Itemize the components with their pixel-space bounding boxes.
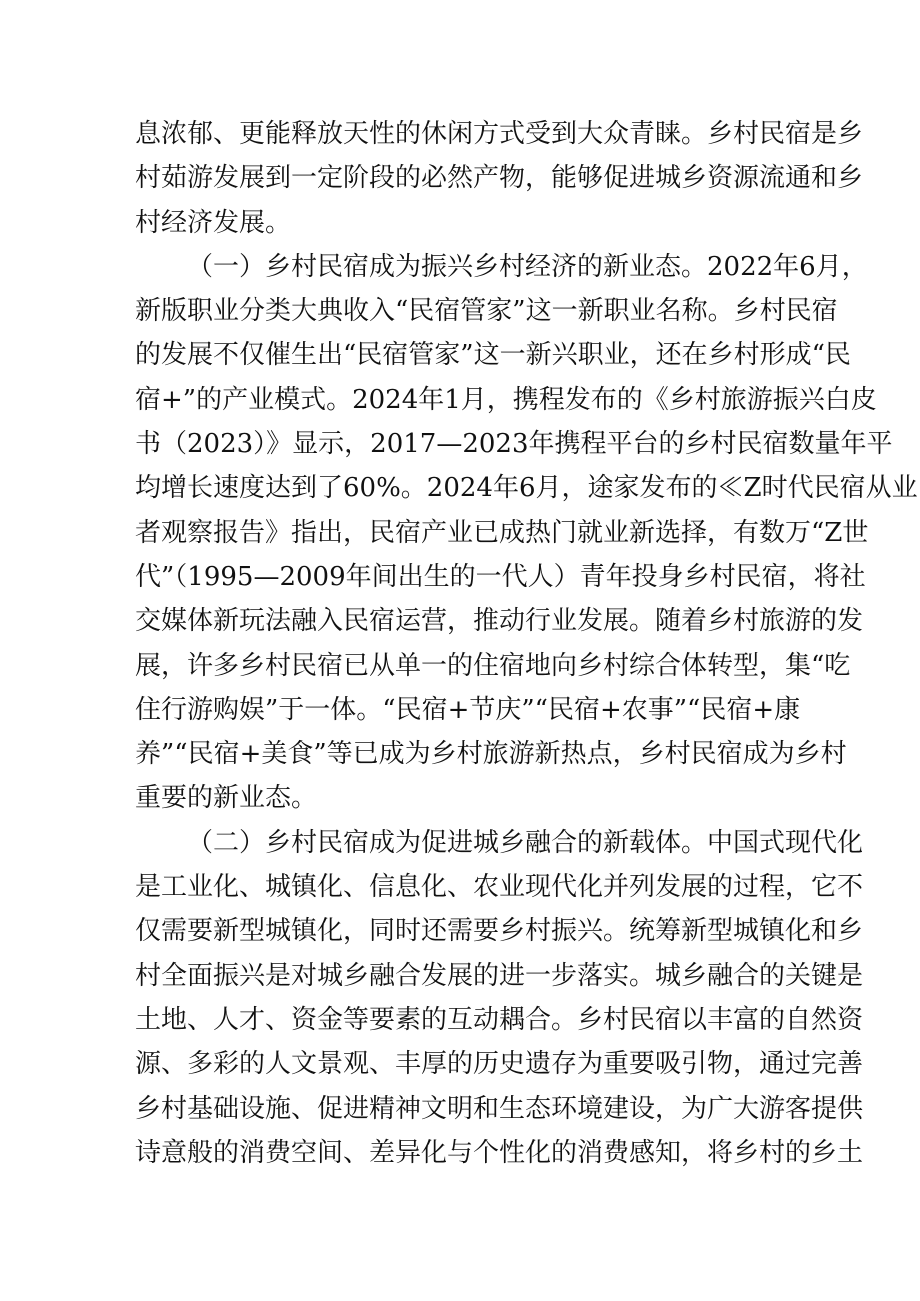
text-line: 展，许多乡村民宿已从单一的住宿地向乡村综合体转型，集“吃 <box>135 650 851 681</box>
text-line: 宿+”的产业模式。2024年1月，携程发布的《乡村旅游振兴白皮 <box>135 384 877 415</box>
text-line: 仅需要新型城镇化，同时还需要乡村振兴。统筹新型城镇化和乡 <box>135 916 864 947</box>
paragraph-intro <box>135 112 864 245</box>
text-line: 息浓郁、更能释放天性的休闲方式受到大众青睐。乡村民宿是乡 <box>135 119 864 149</box>
section-heading-line: （一）乡村民宿成为振兴乡村经济的新业态。2022年6月， <box>187 251 868 282</box>
text-line: 书（2023）》显示，2017—2023年携程平台的乡村民宿数量年平 <box>135 429 893 460</box>
text-line: 乡村基础设施、促进精神文明和生态环境建设，为广大游客提供 <box>135 1093 864 1124</box>
text-line: 养”“民宿+美食”等已成为乡村旅游新热点，乡村民宿成为乡村 <box>135 739 847 770</box>
text-line: 代”（1995—2009年间出生的一代人）青年投身乡村民宿，将社 <box>135 561 866 592</box>
text-line: 是工业化、城镇化、信息化、农业现代化并列发展的过程，它不 <box>135 872 864 903</box>
text-line: 村全面振兴是对城乡融合发展的进一步落实。城乡融合的关键是 <box>135 960 864 991</box>
text-line: 均增长速度达到了60%。2024年6月，途家发布的≪Z时代民宿从业 <box>135 473 918 504</box>
text-line: 土地、人才、资金等要素的互动耦合。乡村民宿以丰富的自然资 <box>135 1004 864 1035</box>
text-line: 村经济发展。 <box>135 207 292 238</box>
text-line: 者观察报告》指出，民宿产业已成热门就业新选择，有数万“Z世 <box>135 517 869 548</box>
text-line: 住行游购娱”于一体。“民宿+节庆”“民宿+农事”“民宿+康 <box>135 694 801 725</box>
text-line: 新版职业分类大典收入“民宿管家”这一新职业名称。乡村民宿 <box>135 296 838 327</box>
section-heading-line: （二）乡村民宿成为促进城乡融合的新载体。中国式现代化 <box>187 827 864 858</box>
paragraph-section-1 <box>135 245 918 821</box>
text-line: 交媒体新玩法融入民宿运营，推动行业发展。随着乡村旅游的发 <box>135 606 864 637</box>
text-line: 的发展不仅催生出“民宿管家”这一新兴职业，还在乡村形成“民 <box>135 340 851 371</box>
paragraph-section-2 <box>135 821 864 1175</box>
text-line: 源、多彩的人文景观、丰厚的历史遗存为重要吸引物，通过完善 <box>135 1049 864 1080</box>
body-text <box>135 112 918 1175</box>
text-line: 诗意般的消费空间、差异化与个性化的消费感知，将乡村的乡土 <box>135 1137 864 1168</box>
text-line: 重要的新业态。 <box>135 783 318 814</box>
text-line: 村茹游发展到一定阶段的必然产物，能够促进城乡资源流通和乡 <box>135 163 864 194</box>
